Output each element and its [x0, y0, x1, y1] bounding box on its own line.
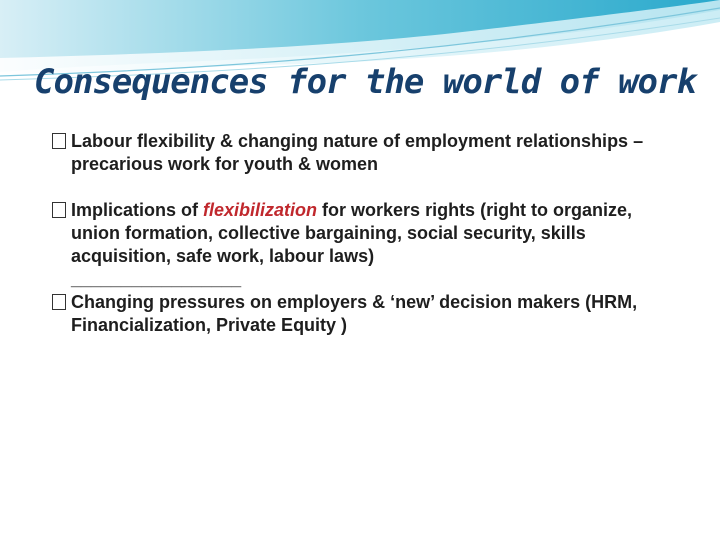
square-bullet-icon [52, 202, 66, 218]
bullet-text: Changing pressures on employers & ‘new’ decision makers (HRM, Financialization, Private Equity ) [71, 292, 638, 335]
slide-title: Consequences for the world of work [34, 62, 696, 102]
square-bullet-icon [52, 294, 66, 310]
bullet-list [52, 130, 672, 337]
highlighted-term: flexibilization [203, 200, 318, 220]
bullet-item [52, 291, 672, 337]
bullet-text: Labour flexibility & changing nature of employment relationships – precarious work for youth & women [71, 131, 644, 174]
separator-line: _________________ [71, 269, 242, 289]
bullet-text-before: Implications of [71, 200, 204, 220]
bullet-text-after: for workers rights (right to organize, union formation, collective bargaining, social security, skills acquisition, safe work, labour laws) [71, 200, 633, 266]
square-bullet-icon [52, 133, 66, 149]
bullet-item [52, 199, 672, 291]
bullet-item [52, 130, 672, 176]
